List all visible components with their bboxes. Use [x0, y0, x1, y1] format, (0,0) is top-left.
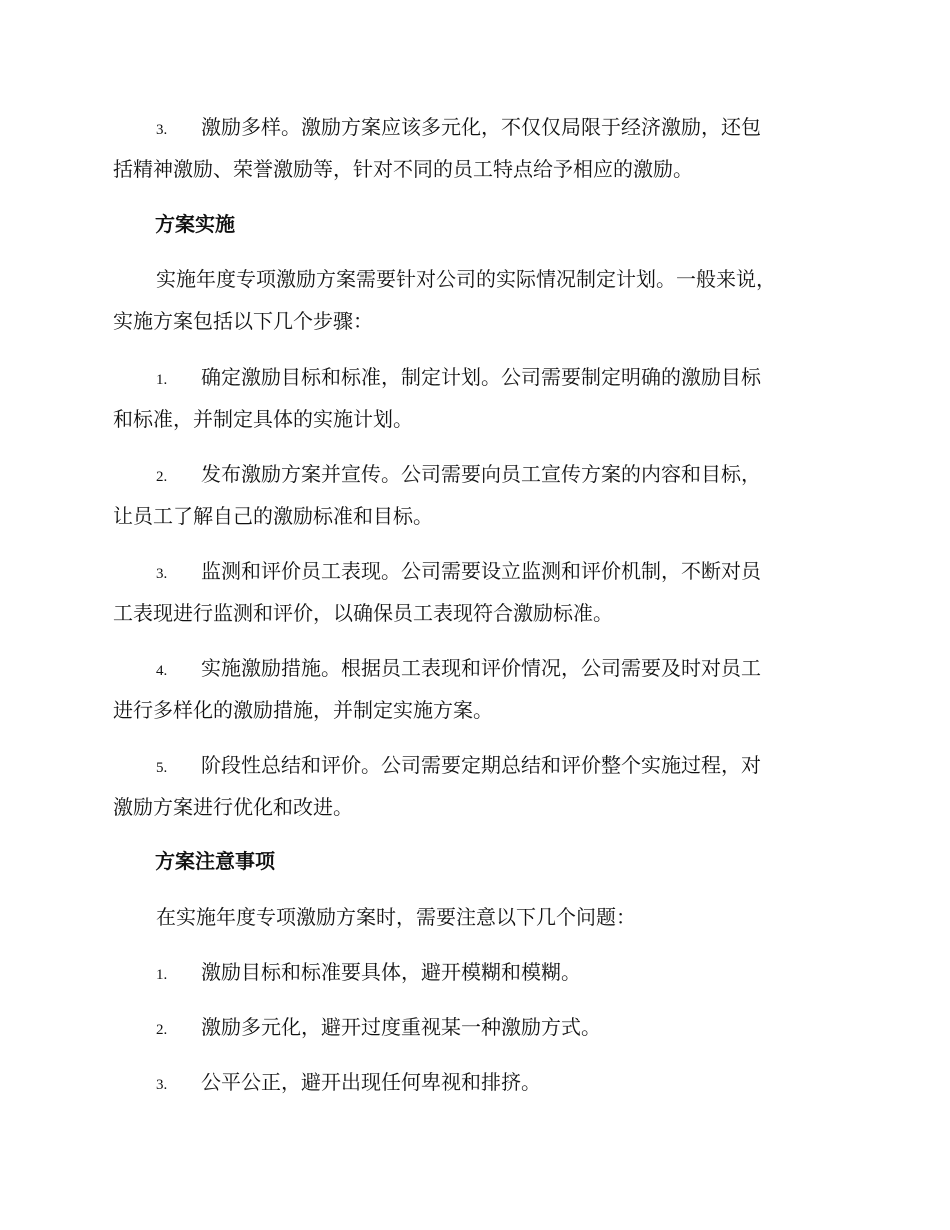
list-text-line: 激励目标和标准要具体，避开模糊和模糊。 — [201, 960, 581, 984]
paragraph-line: 实施方案包括以下几个步骤： — [113, 309, 373, 333]
paragraph — [113, 896, 835, 938]
list-number: 4. — [156, 663, 168, 679]
list-text-line: 进行多样化的激励措施，并制定实施方案。 — [113, 698, 493, 722]
list-number: 3. — [156, 566, 168, 582]
list-text-line: 确定激励目标和标准，制定计划。公司需要制定明确的激励目标 — [201, 365, 761, 389]
list-text-line: 让员工了解自己的激励标准和目标。 — [113, 504, 433, 528]
list-number: 1. — [156, 967, 168, 983]
list-number: 3. — [156, 122, 168, 138]
list-text-line: 和标准，并制定具体的实施计划。 — [113, 407, 413, 431]
list-number: 2. — [156, 1022, 168, 1038]
list-text-line: 监测和评价员工表现。公司需要设立监测和评价机制，不断对员 — [201, 559, 761, 583]
list-item — [113, 951, 835, 993]
list-text-line: 激励多样。激励方案应该多元化，不仅仅局限于经济激励，还包 — [201, 115, 761, 139]
list-text-line: 激励方案进行优化和改进。 — [113, 795, 353, 819]
list-text-line: 阶段性总结和评价。公司需要定期总结和评价整个实施过程，对 — [201, 753, 761, 777]
list-text-line: 工表现进行监测和评价，以确保员工表现符合激励标准。 — [113, 601, 613, 625]
list-text-line: 实施激励措施。根据员工表现和评价情况，公司需要及时对员工 — [201, 656, 761, 680]
list-item — [113, 1061, 835, 1103]
paragraph — [113, 258, 835, 342]
list-number: 3. — [156, 1077, 168, 1093]
section-heading: 方案实施 — [155, 212, 235, 236]
list-text-line: 激励多元化，避开过度重视某一种激励方式。 — [201, 1015, 601, 1039]
list-text-line: 公平公正，避开出现任何卑视和排挤。 — [201, 1070, 541, 1094]
list-item — [113, 106, 835, 190]
list-item — [113, 1006, 835, 1048]
list-text-line: 括精神激励、荣誉激励等，针对不同的员工特点给予相应的激励。 — [113, 157, 693, 181]
list-item — [113, 453, 835, 537]
paragraph-line: 实施年度专项激励方案需要针对公司的实际情况制定计划。一般来说， — [156, 267, 776, 291]
section-heading: 方案注意事项 — [155, 849, 275, 873]
list-number: 5. — [156, 760, 168, 776]
list-item — [113, 647, 835, 731]
list-number: 2. — [156, 469, 168, 485]
list-item — [113, 550, 835, 634]
list-text-line: 发布激励方案并宣传。公司需要向员工宣传方案的内容和目标， — [201, 462, 761, 486]
paragraph-line: 在实施年度专项激励方案时，需要注意以下几个问题： — [156, 905, 636, 929]
list-item — [113, 744, 835, 828]
list-number: 1. — [156, 372, 168, 388]
list-item — [113, 356, 835, 440]
